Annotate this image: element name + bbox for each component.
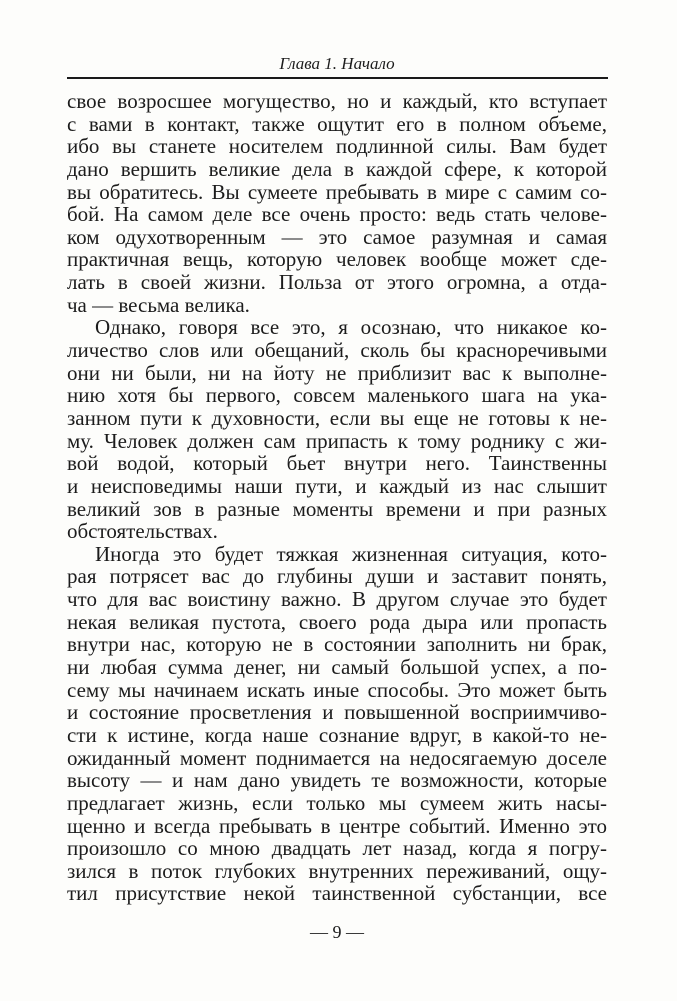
- running-head: Глава 1. Начало: [279, 54, 395, 73]
- text-line: личество слов или обещаний, сколь бы красноречивыми: [67, 338, 607, 363]
- text-line: нию хотя бы первого, совсем маленького шага на ука-: [67, 383, 607, 408]
- text-line: ком одухотворенным — это самое разумная и самая: [67, 224, 607, 249]
- text-line: Иногда это будет тяжкая жизненная ситуация, кото-: [95, 541, 607, 566]
- page-number: — 9 —: [310, 922, 364, 942]
- text-line: дано вершить великие дела в каждой сфере, к которой: [67, 156, 607, 181]
- text-line: вой водой, который бьет внутри него. Таинственны: [67, 451, 607, 476]
- text-line: свое возросшее могущество, но и каждый, кто вступает: [67, 89, 607, 113]
- text-line: ни любая сумма денег, ни самый большой успех, а по-: [67, 655, 607, 680]
- text-line: вы обратитесь. Вы сумеете пребывать в мире с самим со-: [67, 179, 607, 204]
- text-line: практичная вещь, которую человек вообще может сде-: [67, 247, 607, 272]
- text-line: предлагает жизнь, если только мы сумеем жить насы-: [67, 790, 607, 815]
- text-line: внутри нас, которую не в состоянии заполнить ни брак,: [67, 632, 607, 657]
- text-line: великий зов в разные моменты времени и при разных: [67, 496, 607, 521]
- text-line: и состояние просветления и повышенной восприимчиво-: [67, 700, 607, 725]
- text-line: и неисповедимы наши пути, и каждый из нас слышит: [67, 473, 607, 498]
- page-body: [67, 90, 607, 905]
- text-line: рая потрясет вас до глубины души и заставит понять,: [67, 564, 607, 589]
- header-rule: [67, 77, 608, 79]
- text-line: зился в поток глубоких внутренних переживаний, ощу-: [67, 858, 607, 883]
- text-line: щенно и всегда пребывать в центре событий. Именно это: [67, 813, 607, 838]
- text-line: бой. На самом деле все очень просто: ведь стать челове-: [67, 202, 607, 227]
- paragraph: [67, 543, 607, 905]
- text-line: ожиданный момент поднимается на недосягаемую доселе: [67, 745, 607, 770]
- text-line: Однако, говоря все это, я осознаю, что никакое ко-: [95, 315, 607, 340]
- text-line: они ни были, ни на йоту не приблизит вас к выполне-: [67, 360, 607, 385]
- paragraph: [67, 316, 607, 542]
- text-line: сему мы начинаем искать иные способы. Это может быть: [67, 677, 607, 702]
- text-line: му. Человек должен сам припасть к тому роднику с жи-: [67, 428, 607, 453]
- text-line: что для вас воистину важно. В другом случае это будет: [67, 587, 607, 612]
- paragraph: [67, 90, 607, 316]
- text-line: с вами в контакт, также ощутит его в полном объеме,: [67, 111, 607, 136]
- text-line: ча — весьма велика.: [67, 292, 250, 317]
- text-line: высоту — и нам дано увидеть те возможности, которые: [67, 768, 607, 793]
- text-line: некая великая пустота, своего рода дыра или пропасть: [67, 609, 607, 634]
- text-line: произошло со мною двадцать лет назад, когда я погру-: [67, 836, 607, 861]
- text-line: обстоятельствах.: [67, 519, 218, 544]
- text-line: занном пути к духовности, если вы еще не готовы к не-: [67, 405, 607, 430]
- text-line: тил присутствие некой таинственной субстанции, все: [67, 881, 607, 906]
- text-line: лать в своей жизни. Польза от этого огромна, а отда-: [67, 270, 607, 295]
- text-line: ибо вы станете носителем подлинной силы. Вам будет: [67, 134, 607, 159]
- text-line: сти к истине, когда наше сознание вдруг, в какой-то не-: [67, 722, 607, 747]
